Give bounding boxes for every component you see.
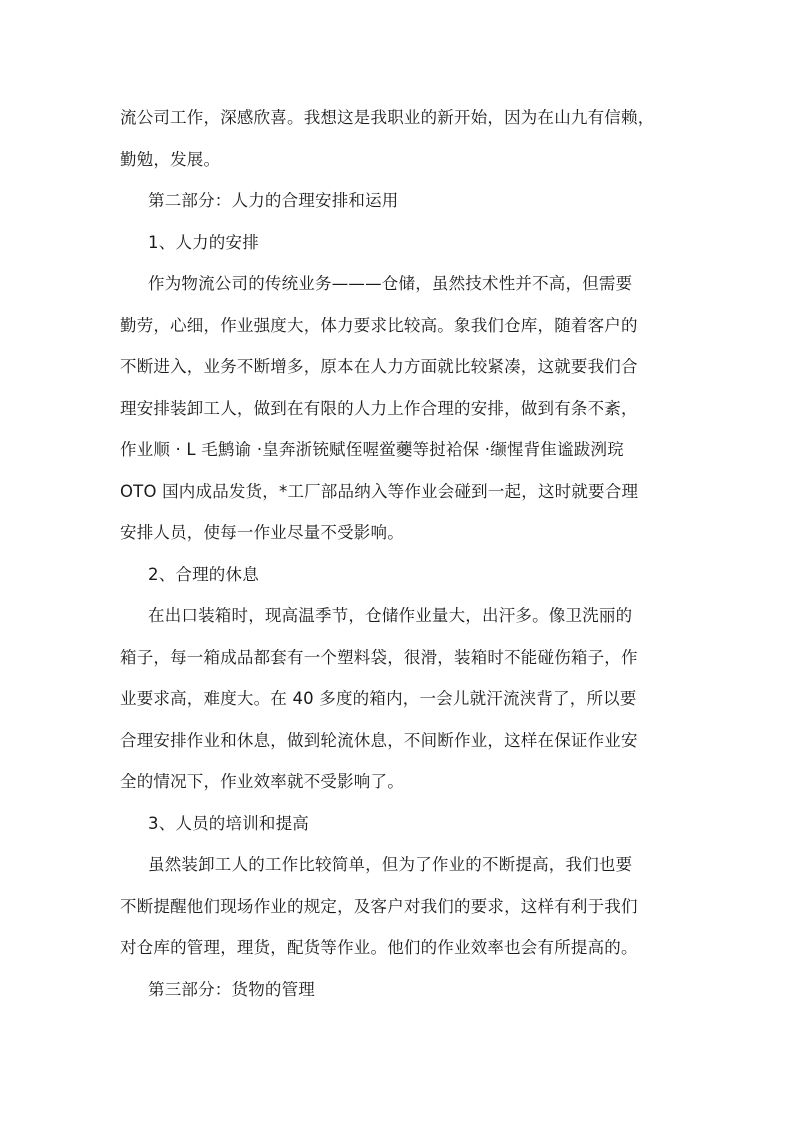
text-line: 第二部分：人力的合理安排和运用 (148, 191, 399, 210)
text-line: 3、人员的培训和提高 (148, 813, 309, 833)
text-line: 虽然装卸工人的工作比较简单，但为了作业的不断提高，我们也要 (148, 855, 633, 874)
text-line: 理安排装卸工人，做到在有限的人力上作合理的安排，做到有条不紊， (120, 398, 638, 418)
text-line: 对仓库的管理，理货，配货等作业。他们的作业效率也会有所提高的。 (120, 938, 638, 957)
text-line: 在出口装箱时，现高温季节，仓储作业量大，出汗多。像卫洗丽的 (148, 606, 633, 625)
text-line: 勤劳，心细，作业强度大，体力要求比较高。象我们仓库，随着客户的 (120, 315, 638, 335)
document-body (120, 100, 676, 1013)
text-line: 勤勉，发展。 (120, 149, 221, 169)
text-line: 业要求高，难度大。在 40 多度的箱内，一会儿就汗流浃背了，所以要 (120, 689, 637, 708)
text-line: OTO 国内成品发货，*工厂部品纳入等作业会碰到一起，这时就要合理 (120, 481, 639, 501)
text-line: 第三部分：货物的管理 (148, 979, 315, 999)
text-line: 作业顺 · L 毛鹪谕 ·皇奔浙铳赋侄喔鲎虁等挝袷保 ·缬惺背隹谧跋洌琓 (120, 440, 624, 459)
text-line: 不断进入，业务不断增多，原本在人力方面就比较紧凑，这就要我们合 (120, 357, 638, 376)
text-line: 安排人员，使每一作业尽量不受影响。 (120, 523, 404, 542)
text-line: 2、合理的休息 (148, 564, 259, 584)
text-line: 流公司工作，深感欣喜。我想这是我职业的新开始，因为在山九有信赖， (120, 108, 655, 127)
text-line: 1、人力的安排 (148, 232, 259, 252)
text-line: 不断提醒他们现场作业的规定，及客户对我们的要求，这样有利于我们 (120, 896, 638, 916)
text-line: 合理安排作业和休息，做到轮流休息，不间断作业，这样在保证作业安 (120, 730, 638, 750)
text-line: 箱子，每一箱成品都套有一个塑料袋，很滑，装箱时不能碰伤箱子，作 (120, 647, 638, 667)
text-line: 作为物流公司的传统业务———仓储，虽然技术性并不高，但需要 (148, 274, 633, 293)
text-line: 全的情况下，作业效率就不受影响了。 (120, 772, 404, 791)
